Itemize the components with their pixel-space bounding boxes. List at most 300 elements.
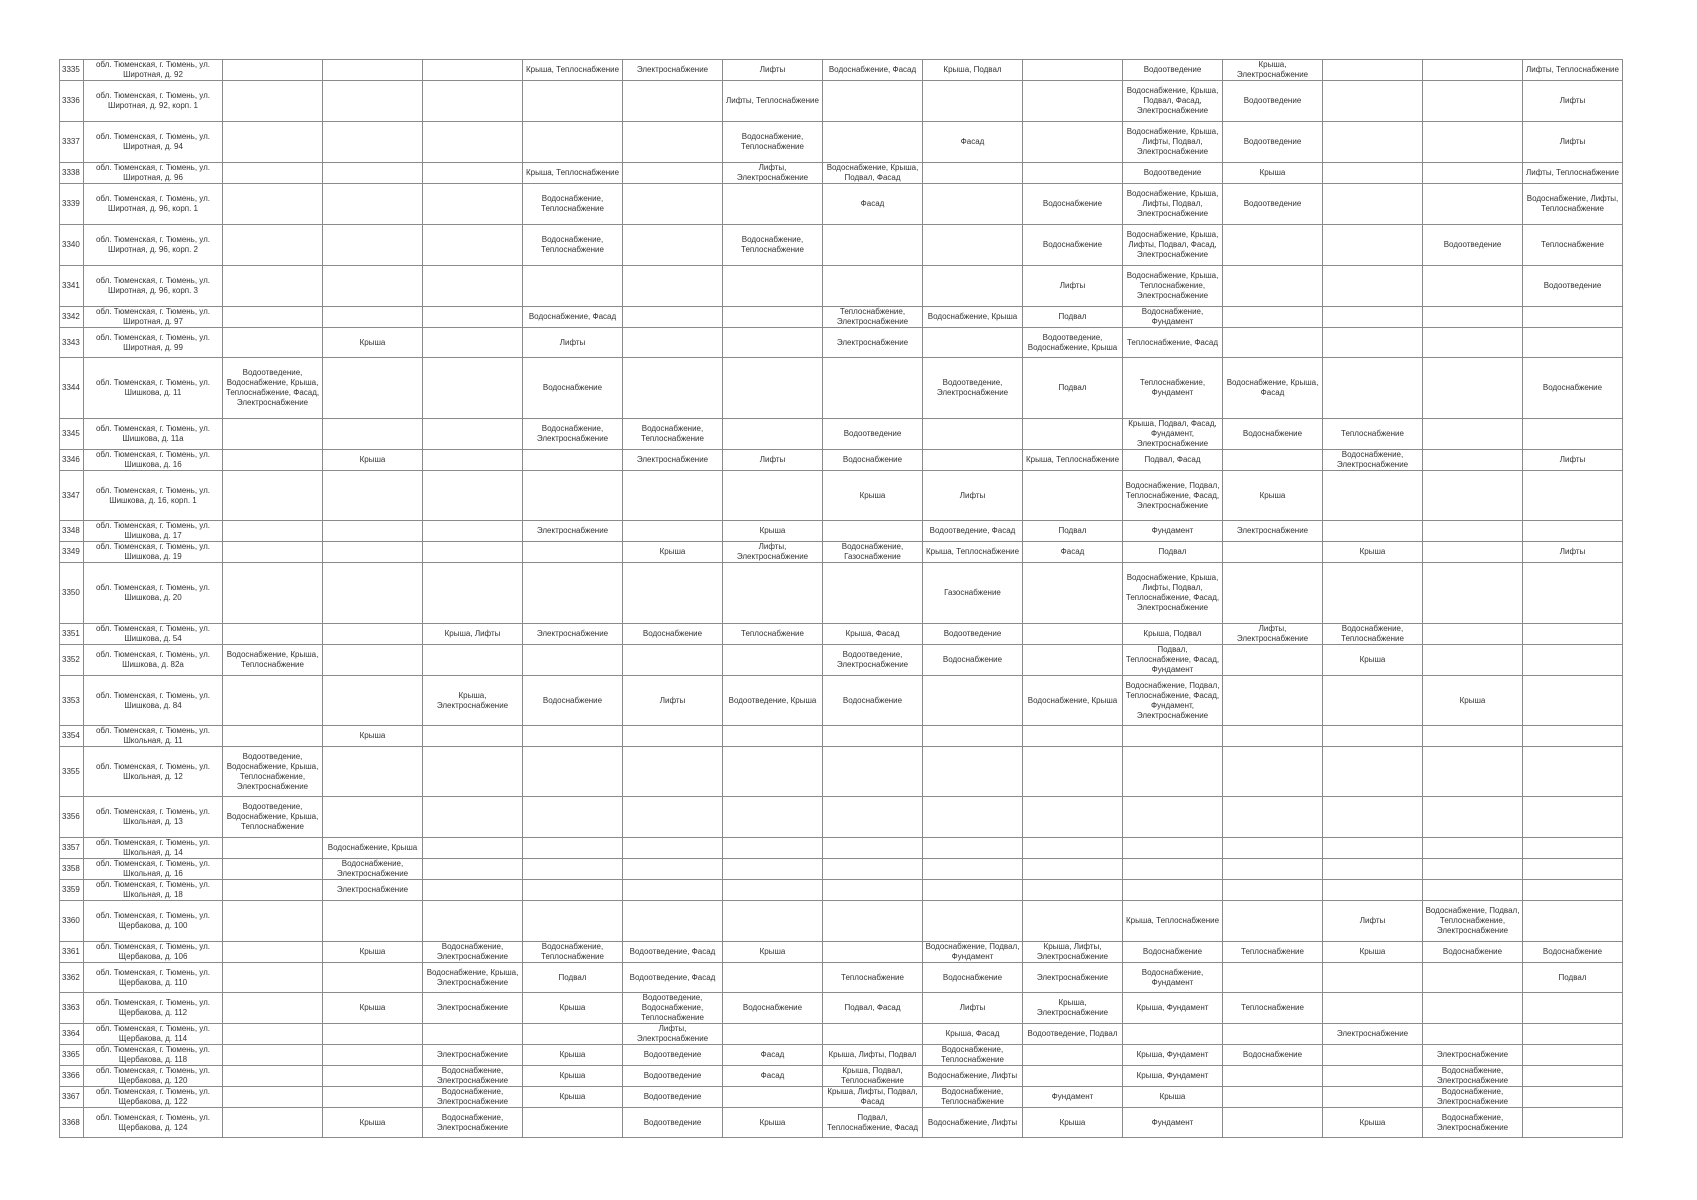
work-type-cell — [1223, 797, 1323, 838]
work-type-cell: Лифты — [1323, 901, 1423, 942]
work-type-cell: Крыша — [1423, 676, 1523, 726]
work-type-cell — [1223, 859, 1323, 880]
work-type-cell: Водоотведение, Водоснабжение, Крыша — [1023, 328, 1123, 358]
work-type-cell — [1223, 266, 1323, 307]
work-type-cell: Водоснабжение, Теплоснабжение — [923, 1087, 1023, 1108]
work-type-cell — [923, 225, 1023, 266]
work-type-cell: Крыша — [1323, 1108, 1423, 1138]
work-type-cell — [923, 747, 1023, 797]
row-number: 3351 — [60, 624, 84, 645]
work-type-cell: Водоснабжение, Крыша, Электроснабжение — [423, 963, 523, 993]
work-type-cell — [1423, 726, 1523, 747]
work-type-cell — [423, 1024, 523, 1045]
work-type-cell: Водоснабжение, Крыша, Подвал, Фасад, Электроснабжение — [1123, 81, 1223, 122]
row-number: 3362 — [60, 963, 84, 993]
work-type-cell — [823, 726, 923, 747]
work-type-cell — [523, 1024, 623, 1045]
row-number: 3342 — [60, 307, 84, 328]
work-type-cell: Фасад — [1023, 542, 1123, 563]
work-type-cell — [323, 81, 423, 122]
row-number: 3339 — [60, 184, 84, 225]
work-type-cell — [523, 81, 623, 122]
row-number: 3366 — [60, 1066, 84, 1087]
row-number: 3346 — [60, 450, 84, 471]
address-cell: обл. Тюменская, г. Тюмень, ул. Щербакова, д. 122 — [84, 1087, 223, 1108]
work-type-cell: Теплоснабжение — [1323, 419, 1423, 450]
work-type-cell — [323, 1066, 423, 1087]
work-type-cell — [223, 450, 323, 471]
address-cell: обл. Тюменская, г. Тюмень, ул. Шишкова, д. 11 — [84, 358, 223, 419]
work-type-cell — [1423, 358, 1523, 419]
work-type-cell — [523, 1108, 623, 1138]
work-type-cell: Крыша — [1323, 942, 1423, 963]
work-type-cell: Водоснабжение, Теплоснабжение — [523, 942, 623, 963]
address-cell: обл. Тюменская, г. Тюмень, ул. Широтная, д. 92, корп. 1 — [84, 81, 223, 122]
work-type-cell: Водоснабжение — [1523, 358, 1623, 419]
work-type-cell: Подвал — [1523, 963, 1623, 993]
work-type-cell — [423, 563, 523, 624]
work-type-cell — [323, 963, 423, 993]
work-type-cell — [1323, 358, 1423, 419]
work-type-cell — [1323, 328, 1423, 358]
work-type-cell: Подвал — [1023, 521, 1123, 542]
row-number: 3341 — [60, 266, 84, 307]
work-type-cell: Лифты, Теплоснабжение — [723, 81, 823, 122]
work-type-cell: Крыша — [723, 1108, 823, 1138]
work-type-cell — [1123, 859, 1223, 880]
work-type-cell: Водоотведение — [1123, 60, 1223, 81]
work-type-cell — [1523, 880, 1623, 901]
work-type-cell: Водоснабжение, Электроснабжение — [523, 419, 623, 450]
work-type-cell — [1423, 645, 1523, 676]
work-type-cell: Водоснабжение, Крыша, Лифты, Подвал, Электроснабжение — [1123, 122, 1223, 163]
work-type-cell — [1223, 747, 1323, 797]
work-type-cell — [1323, 163, 1423, 184]
work-type-cell — [323, 676, 423, 726]
work-type-cell — [823, 358, 923, 419]
table-row — [60, 563, 1623, 624]
work-type-cell: Крыша, Теплоснабжение — [1123, 901, 1223, 942]
work-type-cell — [1223, 1024, 1323, 1045]
work-type-cell — [223, 859, 323, 880]
work-type-cell — [1323, 225, 1423, 266]
work-type-cell — [1023, 645, 1123, 676]
work-type-cell — [1323, 838, 1423, 859]
work-type-cell: Водоснабжение, Крыша — [923, 307, 1023, 328]
work-type-cell — [1523, 1108, 1623, 1138]
work-type-cell: Водоснабжение, Крыша, Лифты, Подвал, Фасад, Электроснабжение — [1123, 225, 1223, 266]
work-type-cell — [1323, 60, 1423, 81]
work-type-cell: Крыша — [723, 942, 823, 963]
row-number: 3365 — [60, 1045, 84, 1066]
work-type-cell — [1423, 328, 1523, 358]
work-type-cell: Электроснабжение — [323, 880, 423, 901]
work-type-cell: Крыша, Теплоснабжение — [923, 542, 1023, 563]
work-type-cell — [523, 450, 623, 471]
row-number: 3356 — [60, 797, 84, 838]
work-type-cell — [1223, 838, 1323, 859]
work-type-cell — [423, 726, 523, 747]
work-type-cell: Водоснабжение — [823, 450, 923, 471]
work-type-cell: Крыша — [323, 450, 423, 471]
work-type-cell: Водоснабжение, Теплоснабжение — [523, 225, 623, 266]
work-type-cell — [823, 797, 923, 838]
work-type-cell: Водоснабжение, Электроснабжение — [323, 859, 423, 880]
address-cell: обл. Тюменская, г. Тюмень, ул. Щербакова, д. 118 — [84, 1045, 223, 1066]
work-type-cell — [223, 419, 323, 450]
address-cell: обл. Тюменская, г. Тюмень, ул. Шишкова, д. 20 — [84, 563, 223, 624]
work-type-cell — [823, 266, 923, 307]
work-type-cell — [1323, 81, 1423, 122]
work-type-cell: Крыша — [523, 1066, 623, 1087]
work-type-cell — [623, 880, 723, 901]
work-type-cell — [723, 563, 823, 624]
work-type-cell — [1523, 1045, 1623, 1066]
work-type-cell — [423, 838, 523, 859]
work-type-cell — [1123, 1024, 1223, 1045]
work-type-cell: Водоснабжение — [1223, 419, 1323, 450]
work-type-cell — [523, 838, 623, 859]
work-type-cell — [1423, 963, 1523, 993]
work-type-cell — [323, 1024, 423, 1045]
work-type-cell: Лифты — [1023, 266, 1123, 307]
work-type-cell: Водоотведение — [1523, 266, 1623, 307]
work-type-cell: Водоснабжение, Теплоснабжение — [623, 419, 723, 450]
row-number: 3352 — [60, 645, 84, 676]
work-type-cell — [1023, 624, 1123, 645]
work-type-cell: Газоснабжение — [923, 563, 1023, 624]
work-type-cell: Крыша — [523, 993, 623, 1024]
work-type-cell — [1423, 307, 1523, 328]
work-type-cell — [323, 471, 423, 521]
work-type-cell — [1323, 184, 1423, 225]
address-cell: обл. Тюменская, г. Тюмень, ул. Широтная, д. 92 — [84, 60, 223, 81]
work-type-cell — [1223, 880, 1323, 901]
work-type-cell — [323, 1087, 423, 1108]
work-type-cell: Подвал, Теплоснабжение, Фасад — [823, 1108, 923, 1138]
work-type-cell — [1523, 901, 1623, 942]
work-type-cell — [1523, 797, 1623, 838]
work-type-cell: Крыша, Фасад — [823, 624, 923, 645]
work-type-cell: Лифты — [1523, 450, 1623, 471]
work-type-cell: Теплоснабжение, Электроснабжение — [823, 307, 923, 328]
table-row — [60, 122, 1623, 163]
work-type-cell — [1423, 450, 1523, 471]
table-row — [60, 726, 1623, 747]
address-cell: обл. Тюменская, г. Тюмень, ул. Широтная, д. 97 — [84, 307, 223, 328]
work-type-cell: Водоснабжение, Электроснабжение — [1423, 1087, 1523, 1108]
work-type-cell — [223, 1066, 323, 1087]
work-type-cell — [323, 542, 423, 563]
work-type-cell — [1223, 563, 1323, 624]
work-type-cell: Лифты — [1523, 81, 1623, 122]
work-type-cell — [1423, 797, 1523, 838]
work-type-cell — [623, 726, 723, 747]
work-type-cell — [223, 328, 323, 358]
work-type-cell — [423, 645, 523, 676]
work-type-cell: Водоотведение, Фасад — [623, 963, 723, 993]
work-type-cell — [1123, 726, 1223, 747]
work-type-cell — [1323, 726, 1423, 747]
work-type-cell — [523, 859, 623, 880]
work-type-cell — [423, 184, 523, 225]
work-type-cell — [923, 901, 1023, 942]
work-type-cell — [1523, 624, 1623, 645]
work-type-cell — [923, 676, 1023, 726]
table-row — [60, 225, 1623, 266]
work-type-cell — [1423, 163, 1523, 184]
work-type-cell: Крыша — [1323, 645, 1423, 676]
work-type-cell — [1223, 645, 1323, 676]
work-type-cell: Водоотведение — [1223, 81, 1323, 122]
work-type-cell: Водоснабжение, Крыша, Фасад — [1223, 358, 1323, 419]
table-row — [60, 60, 1623, 81]
table-row — [60, 1024, 1623, 1045]
work-type-cell: Крыша, Лифты, Подвал, Фасад — [823, 1087, 923, 1108]
work-type-cell: Лифты, Электроснабжение — [723, 542, 823, 563]
work-type-cell — [1123, 880, 1223, 901]
work-type-cell — [423, 81, 523, 122]
work-type-cell — [1323, 1045, 1423, 1066]
work-type-cell — [323, 60, 423, 81]
work-type-cell: Подвал — [1023, 307, 1123, 328]
work-type-cell: Крыша, Электроснабжение — [423, 676, 523, 726]
work-type-cell: Крыша — [723, 521, 823, 542]
work-type-cell: Подвал — [1123, 542, 1223, 563]
work-type-cell — [523, 645, 623, 676]
work-type-cell — [523, 880, 623, 901]
work-type-cell — [1123, 797, 1223, 838]
work-type-cell: Водоснабжение — [923, 963, 1023, 993]
work-type-cell — [623, 563, 723, 624]
address-cell: обл. Тюменская, г. Тюмень, ул. Школьная, д. 13 — [84, 797, 223, 838]
work-type-cell — [823, 942, 923, 963]
row-number: 3350 — [60, 563, 84, 624]
work-type-cell: Лифты — [723, 450, 823, 471]
work-type-cell: Крыша, Лифты, Электроснабжение — [1023, 942, 1123, 963]
work-type-cell — [523, 797, 623, 838]
work-type-cell: Водоснабжение — [1023, 184, 1123, 225]
work-type-cell: Теплоснабжение — [823, 963, 923, 993]
work-type-cell: Водоотведение, Водоснабжение, Теплоснабжение — [623, 993, 723, 1024]
work-type-cell — [1323, 521, 1423, 542]
work-type-cell — [923, 880, 1023, 901]
work-type-cell: Теплоснабжение — [1223, 942, 1323, 963]
table-row — [60, 1087, 1623, 1108]
work-type-cell: Крыша — [323, 942, 423, 963]
work-type-cell: Водоснабжение, Электроснабжение — [1323, 450, 1423, 471]
work-type-cell — [1023, 747, 1123, 797]
work-type-cell — [523, 471, 623, 521]
work-type-cell: Крыша — [323, 993, 423, 1024]
work-type-cell: Теплоснабжение — [723, 624, 823, 645]
work-type-cell: Водоснабжение, Крыша — [1023, 676, 1123, 726]
work-type-cell — [323, 624, 423, 645]
work-type-cell: Водоотведение, Электроснабжение — [823, 645, 923, 676]
work-type-cell — [223, 942, 323, 963]
work-type-cell: Водоснабжение, Теплоснабжение — [723, 225, 823, 266]
table-row — [60, 747, 1623, 797]
work-type-cell — [823, 81, 923, 122]
work-type-cell — [823, 859, 923, 880]
work-type-cell — [1523, 471, 1623, 521]
work-type-cell — [1523, 1024, 1623, 1045]
work-type-cell: Крыша — [1223, 471, 1323, 521]
work-type-cell — [1223, 307, 1323, 328]
work-type-cell: Водоснабжение, Теплоснабжение — [523, 184, 623, 225]
table-row — [60, 419, 1623, 450]
work-type-cell: Электроснабжение — [523, 521, 623, 542]
address-cell: обл. Тюменская, г. Тюмень, ул. Школьная, д. 14 — [84, 838, 223, 859]
row-number: 3360 — [60, 901, 84, 942]
work-type-cell: Подвал — [1023, 358, 1123, 419]
table-row — [60, 1108, 1623, 1138]
work-type-cell: Водоотведение — [623, 1108, 723, 1138]
work-type-cell — [923, 184, 1023, 225]
row-number: 3357 — [60, 838, 84, 859]
row-number: 3368 — [60, 1108, 84, 1138]
work-type-cell — [223, 676, 323, 726]
work-type-cell — [823, 225, 923, 266]
table-row — [60, 838, 1623, 859]
works-schedule-table — [59, 59, 1623, 1138]
work-type-cell: Крыша, Фундамент — [1123, 1045, 1223, 1066]
work-type-cell — [623, 122, 723, 163]
work-type-cell — [1123, 838, 1223, 859]
work-type-cell — [1323, 266, 1423, 307]
work-type-cell — [1223, 328, 1323, 358]
work-type-cell — [1023, 797, 1123, 838]
work-type-cell: Крыша, Теплоснабжение — [523, 60, 623, 81]
work-type-cell — [223, 163, 323, 184]
work-type-cell — [1323, 122, 1423, 163]
work-type-cell: Водоснабжение — [1523, 942, 1623, 963]
row-number: 3349 — [60, 542, 84, 563]
work-type-cell — [1023, 901, 1123, 942]
work-type-cell — [1223, 450, 1323, 471]
row-number: 3361 — [60, 942, 84, 963]
work-type-cell — [1423, 1024, 1523, 1045]
work-type-cell — [1023, 163, 1123, 184]
table-row — [60, 184, 1623, 225]
work-type-cell: Лифты — [1523, 122, 1623, 163]
work-type-cell: Водоснабжение — [1123, 942, 1223, 963]
row-number: 3335 — [60, 60, 84, 81]
work-type-cell — [723, 963, 823, 993]
work-type-cell — [1523, 726, 1623, 747]
work-type-cell: Водоснабжение, Электроснабжение — [423, 942, 523, 963]
work-type-cell: Водоснабжение, Электроснабжение — [423, 1087, 523, 1108]
table-row — [60, 859, 1623, 880]
work-type-cell — [1323, 563, 1423, 624]
work-type-cell: Крыша, Фундамент — [1123, 993, 1223, 1024]
work-type-cell: Водоснабжение — [1223, 1045, 1323, 1066]
work-type-cell: Водоснабжение, Электроснабжение — [423, 1066, 523, 1087]
work-type-cell: Водоснабжение, Крыша, Теплоснабжение — [223, 645, 323, 676]
work-type-cell — [1423, 521, 1523, 542]
work-type-cell — [223, 1045, 323, 1066]
work-type-cell — [1123, 747, 1223, 797]
work-type-cell: Водоотведение, Крыша — [723, 676, 823, 726]
work-type-cell: Водоснабжение — [523, 358, 623, 419]
work-type-cell: Водоснабжение, Электроснабжение — [423, 1108, 523, 1138]
work-type-cell — [623, 797, 723, 838]
work-type-cell — [1323, 471, 1423, 521]
row-number: 3340 — [60, 225, 84, 266]
work-type-cell — [323, 563, 423, 624]
work-type-cell — [723, 880, 823, 901]
work-type-cell — [723, 307, 823, 328]
row-number: 3336 — [60, 81, 84, 122]
work-type-cell — [923, 328, 1023, 358]
row-number: 3363 — [60, 993, 84, 1024]
work-type-cell — [1323, 676, 1423, 726]
work-type-cell: Электроснабжение — [1223, 521, 1323, 542]
address-cell: обл. Тюменская, г. Тюмень, ул. Шишкова, д. 82а — [84, 645, 223, 676]
row-number: 3347 — [60, 471, 84, 521]
work-type-cell: Водоснабжение, Крыша — [323, 838, 423, 859]
address-cell: обл. Тюменская, г. Тюмень, ул. Щербакова, д. 100 — [84, 901, 223, 942]
work-type-cell: Водоснабжение, Газоснабжение — [823, 542, 923, 563]
work-type-cell — [423, 419, 523, 450]
work-type-cell: Электроснабжение — [1023, 963, 1123, 993]
work-type-cell — [523, 542, 623, 563]
work-type-cell: Лифты — [1523, 542, 1623, 563]
work-type-cell — [1323, 307, 1423, 328]
work-type-cell — [1423, 880, 1523, 901]
table-row — [60, 542, 1623, 563]
work-type-cell — [1423, 81, 1523, 122]
work-type-cell — [423, 901, 523, 942]
work-type-cell: Водоснабжение — [523, 676, 623, 726]
work-type-cell: Водоотведение — [1423, 225, 1523, 266]
work-type-cell — [1023, 81, 1123, 122]
table-row — [60, 797, 1623, 838]
work-type-cell — [723, 726, 823, 747]
address-cell: обл. Тюменская, г. Тюмень, ул. Щербакова, д. 120 — [84, 1066, 223, 1087]
work-type-cell: Лифты — [723, 60, 823, 81]
address-cell: обл. Тюменская, г. Тюмень, ул. Широтная, д. 94 — [84, 122, 223, 163]
work-type-cell: Водоотведение — [623, 1045, 723, 1066]
work-type-cell — [223, 880, 323, 901]
work-type-cell — [723, 471, 823, 521]
work-type-cell — [1223, 726, 1323, 747]
row-number: 3337 — [60, 122, 84, 163]
work-type-cell — [923, 726, 1023, 747]
work-type-cell: Водоснабжение — [623, 624, 723, 645]
work-type-cell: Лифты, Электроснабжение — [723, 163, 823, 184]
work-type-cell — [223, 838, 323, 859]
work-type-cell — [323, 645, 423, 676]
work-type-cell — [323, 122, 423, 163]
work-type-cell: Водоснабжение, Крыша, Теплоснабжение, Электроснабжение — [1123, 266, 1223, 307]
address-cell: обл. Тюменская, г. Тюмень, ул. Школьная, д. 11 — [84, 726, 223, 747]
work-type-cell — [223, 993, 323, 1024]
address-cell: обл. Тюменская, г. Тюмень, ул. Шишкова, д. 84 — [84, 676, 223, 726]
work-type-cell — [223, 1108, 323, 1138]
work-type-cell — [423, 225, 523, 266]
work-type-cell: Водоотведение — [1123, 163, 1223, 184]
work-type-cell: Водоснабжение, Фундамент — [1123, 963, 1223, 993]
work-type-cell — [723, 747, 823, 797]
work-type-cell: Водоснабжение — [1423, 942, 1523, 963]
row-number: 3343 — [60, 328, 84, 358]
address-cell: обл. Тюменская, г. Тюмень, ул. Школьная, д. 18 — [84, 880, 223, 901]
work-type-cell — [323, 225, 423, 266]
address-cell: обл. Тюменская, г. Тюмень, ул. Широтная, д. 96, корп. 3 — [84, 266, 223, 307]
work-type-cell — [823, 880, 923, 901]
work-type-cell — [523, 122, 623, 163]
